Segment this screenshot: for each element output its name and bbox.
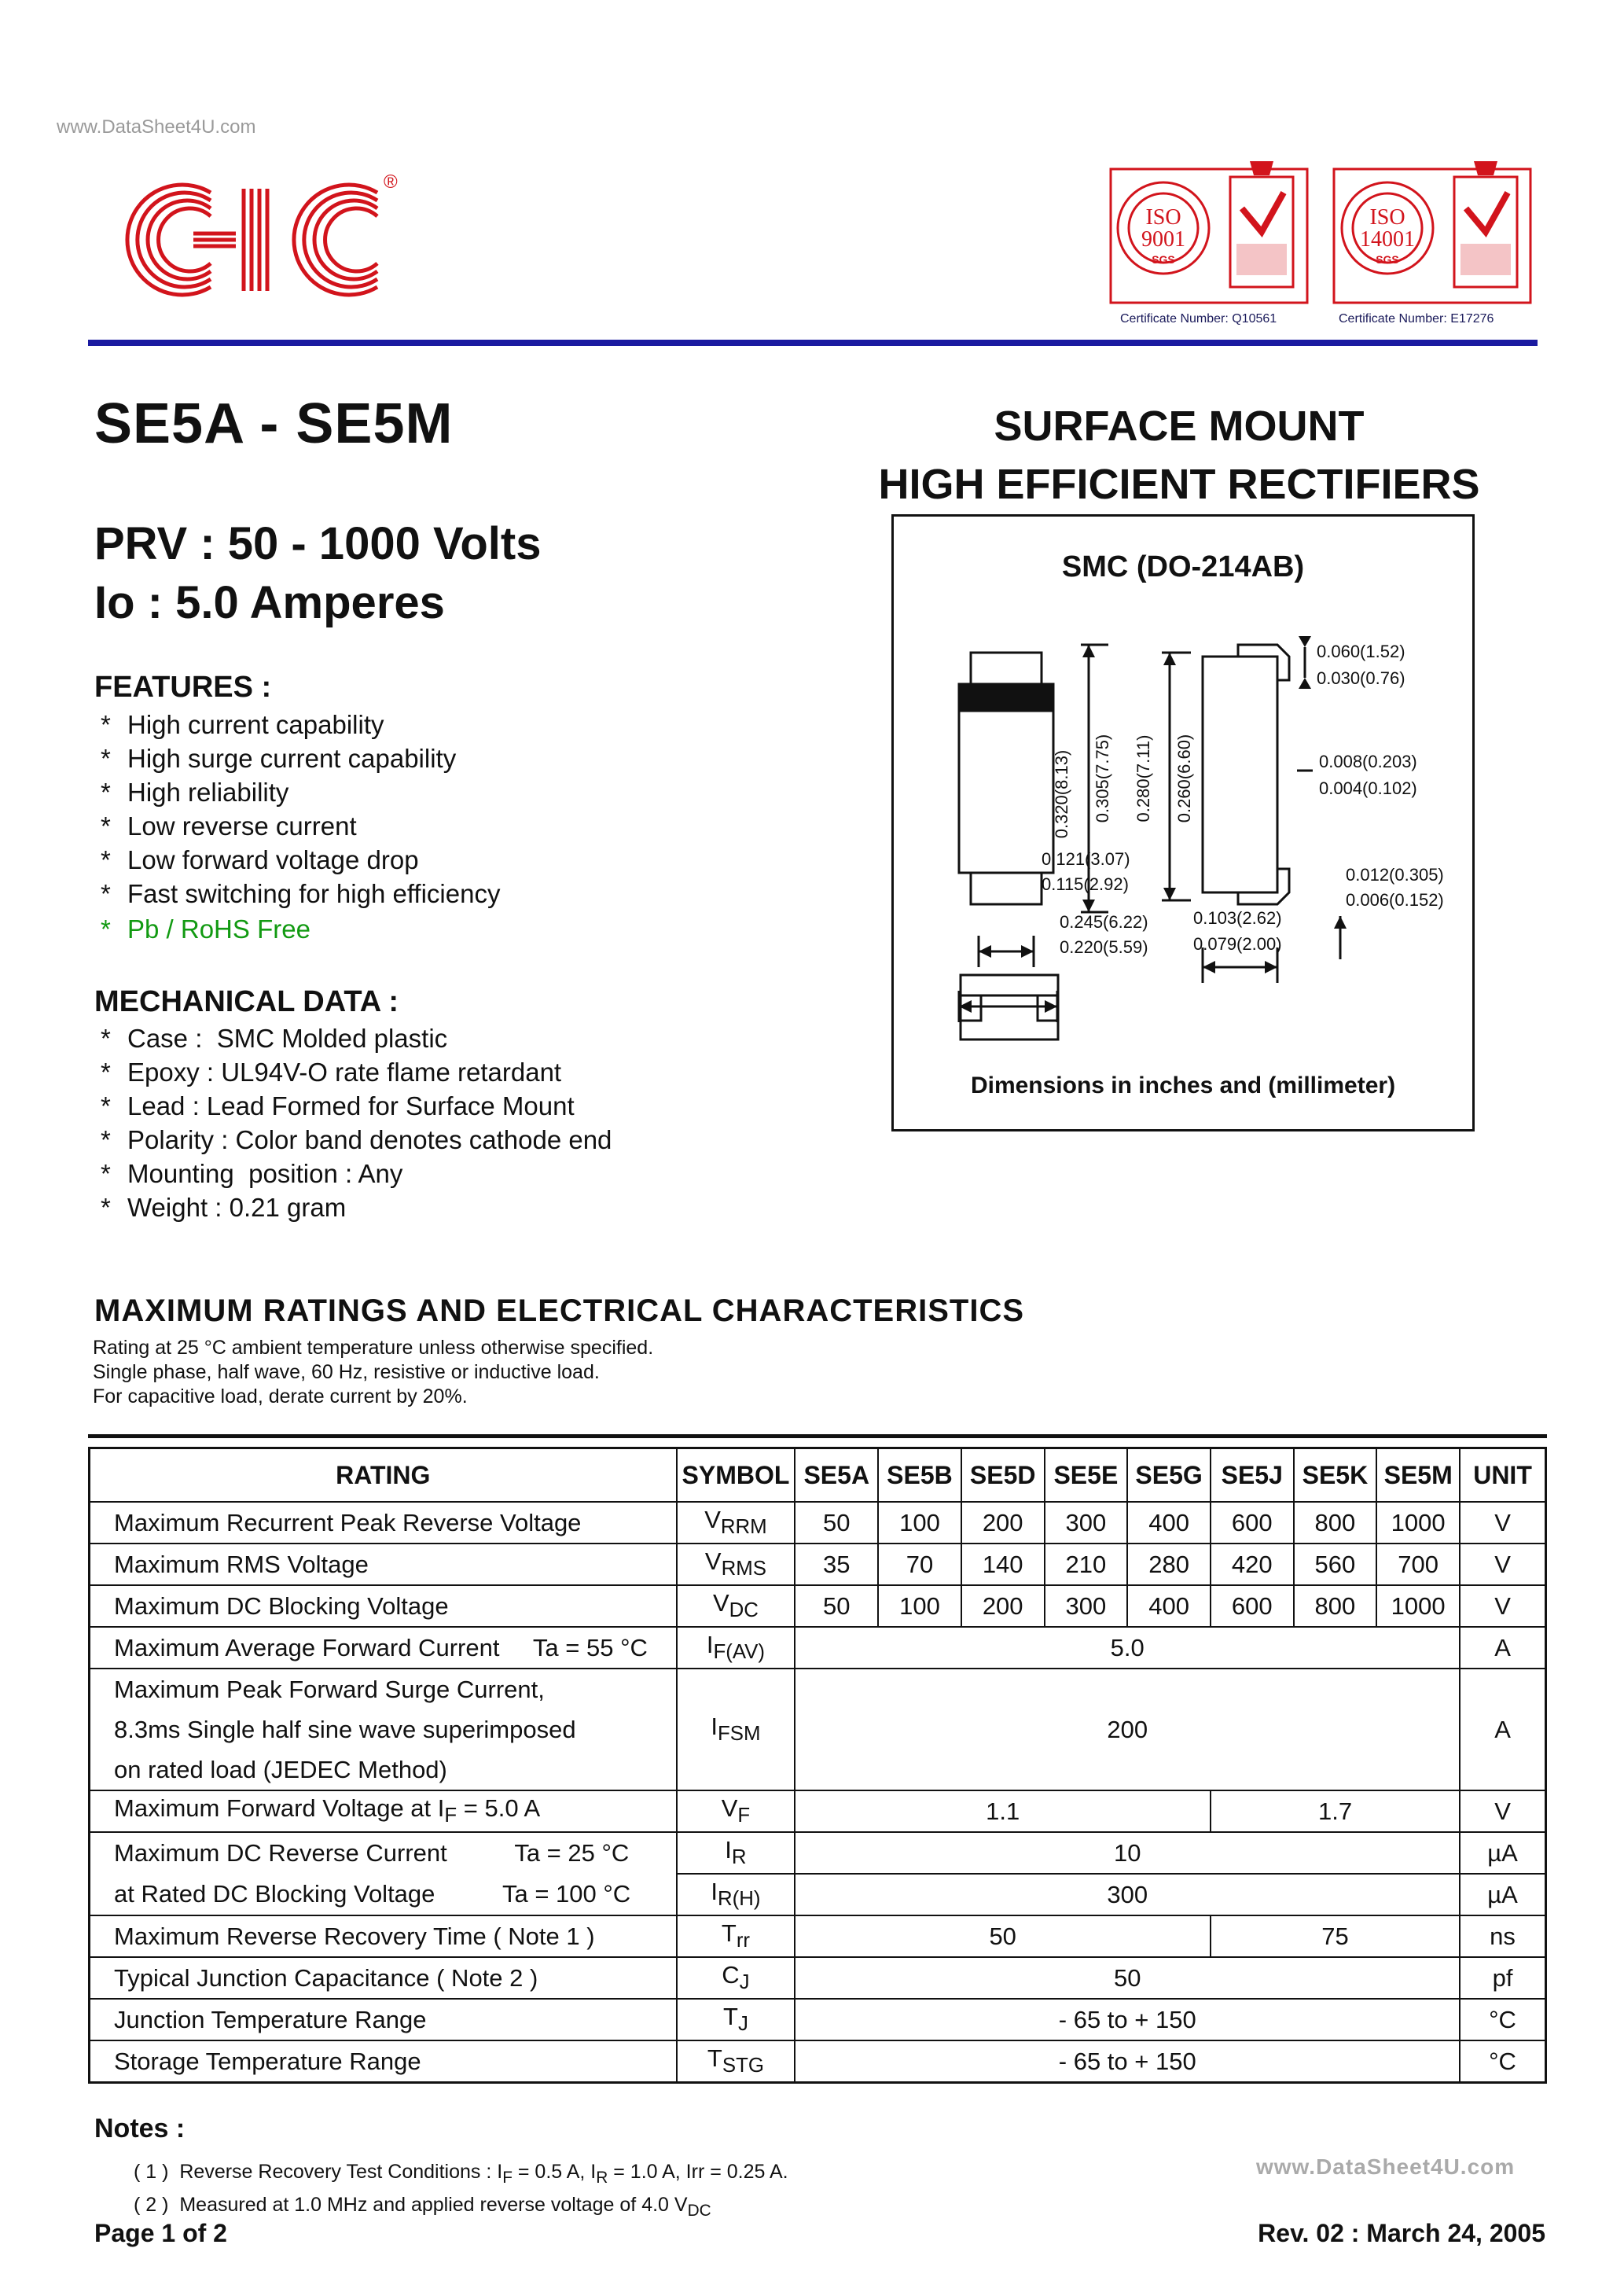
row-label: Maximum Recurrent Peak Reverse Voltage (90, 1502, 677, 1544)
svg-text:0.115(2.92): 0.115(2.92) (1042, 874, 1129, 894)
certification-badges (1104, 153, 1545, 334)
row-value: 700 (1376, 1544, 1460, 1585)
row-label: Maximum RMS Voltage (90, 1544, 677, 1585)
table-row (90, 1502, 1546, 1544)
feature-item: * High current capability (101, 710, 384, 739)
row-unit: V (1460, 1585, 1545, 1627)
svg-text:0.305(7.75): 0.305(7.75) (1093, 734, 1112, 823)
svg-text:14001: 14001 (1360, 227, 1415, 252)
mechanical-item: * Epoxy : UL94V-O rate flame retardant (101, 1058, 562, 1087)
svg-text:0.220(5.59): 0.220(5.59) (1060, 937, 1148, 957)
header-part: SE5D (961, 1448, 1045, 1503)
row-value: 600 (1211, 1502, 1294, 1544)
table-row: Maximum Peak Forward Surge Current, 8.3ms Single half sine wave superimposed on rated load (JEDEC Method) $I_{FSM}$ 200 A (90, 1669, 1546, 1790)
table-row: Maximum Forward Voltage at $I_F = 5.0$ A $V_F$ 1.1 1.7 V (90, 1790, 1546, 1832)
header-part: SE5B (878, 1448, 961, 1503)
cert-number-9001: Certificate Number: Q10561 (1120, 312, 1277, 326)
product-subtitle (818, 397, 1541, 513)
watermark-bottom: www.DataSheet4U.com (1256, 2154, 1516, 2179)
row-value: 1000 (1376, 1502, 1460, 1544)
table-row: at Rated DC Blocking Voltage Ta = 100 °C $I_{R(H)}$ 300 µA (90, 1874, 1546, 1915)
row-value: 50 (795, 1502, 878, 1544)
row-unit: V (1460, 1544, 1545, 1585)
row-value: 600 (1211, 1585, 1294, 1627)
row-label: Maximum DC Blocking Voltage (90, 1585, 677, 1627)
row-symbol: $V_{RMS}$ (677, 1544, 795, 1585)
row-value: 400 (1127, 1502, 1211, 1544)
row-value: 400 (1127, 1585, 1211, 1627)
row-symbol: $V_{RRM}$ (677, 1502, 795, 1544)
row-value: 100 (878, 1502, 961, 1544)
svg-text:0.006(0.152): 0.006(0.152) (1346, 890, 1444, 910)
subtitle-line-2: HIGH EFFICIENT RECTIFIERS (878, 461, 1480, 508)
svg-text:0.280(7.11): 0.280(7.11) (1133, 734, 1153, 822)
feature-item: * Low reverse current (101, 811, 357, 841)
notes-heading: Notes : (94, 2114, 186, 2143)
iso-9001-label: ISO (1145, 205, 1181, 230)
cathode-band (959, 684, 1053, 711)
feature-item-rohs: * Pb / RoHS Free (101, 914, 310, 944)
ratings-heading: MAXIMUM RATINGS AND ELECTRICAL CHARACTERISTICS (94, 1293, 1025, 1328)
row-value: 35 (795, 1544, 878, 1585)
svg-text:0.060(1.52): 0.060(1.52) (1317, 642, 1405, 661)
dimension-labels (1042, 642, 1444, 957)
note-1: ( 1 ) Reverse Recovery Test Conditions : $I_F = 0.5$ A, $I_R = 1.0$ A, Irr = 0.25 A. (134, 2161, 788, 2187)
header-unit: UNIT (1460, 1448, 1545, 1503)
mechanical-item: * Case : SMC Molded plastic (101, 1024, 448, 1053)
mechanical-item: * Lead : Lead Formed for Surface Mount (101, 1091, 575, 1120)
dimensions-note: Dimensions in inches and (millimeter) (970, 1073, 1396, 1098)
row-value: 210 (1045, 1544, 1128, 1585)
header-symbol: SYMBOL (677, 1448, 795, 1503)
eic-logo (118, 169, 401, 307)
iso-14001-label: ISO (1369, 205, 1405, 230)
feature-item: * Fast switching for high efficiency (101, 879, 501, 908)
svg-text:9001: 9001 (1141, 227, 1185, 252)
svg-text:0.103(2.62): 0.103(2.62) (1193, 908, 1282, 928)
table-row: Storage Temperature Range $T_{STG}$ - 65 to + 150 °C (90, 2040, 1546, 2083)
svg-text:0.121(3.07): 0.121(3.07) (1042, 849, 1130, 869)
svg-text:0.008(0.203): 0.008(0.203) (1319, 752, 1417, 771)
ratings-table (88, 1447, 1547, 2084)
table-row: Junction Temperature Range $T_J$ - 65 to + 150 °C (90, 1999, 1546, 2040)
row-value: 420 (1211, 1544, 1294, 1585)
row-value: 280 (1127, 1544, 1211, 1585)
table-row: Maximum Average Forward Current Ta = 55 °C $I_{F(AV)}$ 5.0 A (90, 1627, 1546, 1669)
registered-mark: ® (384, 171, 398, 193)
header-part: SE5J (1211, 1448, 1294, 1503)
svg-text:0.004(0.102): 0.004(0.102) (1319, 778, 1417, 798)
top-view-body (959, 684, 1053, 873)
table-row: Maximum DC Reverse Current Ta = 25 °C $I_R$ 10 µA (90, 1832, 1546, 1874)
svg-text:0.079(2.00): 0.079(2.00) (1193, 934, 1282, 954)
mechanical-item: * Mounting position : Any (101, 1159, 403, 1188)
svg-text:0.245(6.22): 0.245(6.22) (1060, 912, 1148, 932)
rating-condition: For capacitive load, derate current by 20%. (93, 1385, 468, 1407)
iso-badges-graphic (1104, 153, 1545, 334)
table-row: Maximum Reverse Recovery Time ( Note 1 ) $T_{rr}$ 50 75 ns (90, 1915, 1546, 1957)
subtitle-line-1: SURFACE MOUNT (994, 403, 1365, 450)
prv-spec: PRV : 50 - 1000 Volts (94, 518, 542, 569)
table-top-rule (88, 1434, 1547, 1438)
features-heading: FEATURES : (94, 671, 272, 704)
side-view-body (1203, 657, 1277, 892)
row-value: 300 (1045, 1585, 1128, 1627)
revision-date: Rev. 02 : March 24, 2005 (1258, 2219, 1545, 2247)
svg-text:SGS: SGS (1152, 253, 1175, 266)
table-row (90, 1585, 1546, 1627)
header-part: SE5A (795, 1448, 878, 1503)
header-part: SE5E (1045, 1448, 1128, 1503)
row-value: 300 (1045, 1502, 1128, 1544)
part-number-title: SE5A - SE5M (94, 392, 454, 455)
watermark-top: www.DataSheet4U.com (57, 116, 256, 138)
row-unit: V (1460, 1502, 1545, 1544)
package-title: SMC (DO-214AB) (1061, 550, 1305, 583)
rating-condition: Single phase, half wave, 60 Hz, resistive or inductive load. (93, 1361, 600, 1383)
feature-item: * High reliability (101, 778, 289, 807)
header-part: SE5K (1294, 1448, 1377, 1503)
mechanical-item: * Polarity : Color band denotes cathode end (101, 1125, 612, 1154)
page-number: Page 1 of 2 (94, 2219, 227, 2247)
row-value: 50 (795, 1585, 878, 1627)
mechanical-item: * Weight : 0.21 gram (101, 1193, 347, 1222)
svg-text:0.012(0.305): 0.012(0.305) (1346, 865, 1444, 885)
svg-text:0.030(0.76): 0.030(0.76) (1317, 668, 1405, 688)
table-header-row (90, 1448, 1546, 1503)
row-value: 200 (961, 1585, 1045, 1627)
row-value: 560 (1294, 1544, 1377, 1585)
svg-text:SGS: SGS (1376, 253, 1399, 266)
row-value: 800 (1294, 1585, 1377, 1627)
row-value: 100 (878, 1585, 961, 1627)
table-row: Typical Junction Capacitance ( Note 2 ) $C_J$ 50 pf (90, 1957, 1546, 1999)
cert-number-14001: Certificate Number: E17276 (1339, 312, 1494, 326)
row-value: 1000 (1376, 1585, 1460, 1627)
mechanical-heading: MECHANICAL DATA : (94, 985, 399, 1018)
row-value: 140 (961, 1544, 1045, 1585)
row-value: 70 (878, 1544, 961, 1585)
header-part: SE5G (1127, 1448, 1211, 1503)
feature-item: * Low forward voltage drop (101, 845, 419, 874)
row-symbol: $V_{DC}$ (677, 1585, 795, 1627)
svg-text:0.320(8.13): 0.320(8.13) (1052, 749, 1071, 839)
row-value: 200 (961, 1502, 1045, 1544)
table-row (90, 1544, 1546, 1585)
header-rating: RATING (90, 1448, 677, 1503)
svg-text:0.260(6.60): 0.260(6.60) (1174, 734, 1194, 823)
io-spec: Io : 5.0 Amperes (94, 577, 445, 628)
bottom-view-drawing (959, 973, 1061, 1043)
feature-item: * High surge current capability (101, 744, 457, 773)
header-part: SE5M (1376, 1448, 1460, 1503)
rating-condition: Rating at 25 °C ambient temperature unless otherwise specified. (93, 1337, 654, 1359)
header-rule (88, 340, 1538, 346)
row-value: 800 (1294, 1502, 1377, 1544)
note-2: ( 2 ) Measured at 1.0 MHz and applied reverse voltage of 4.0 $V_{DC}$ (134, 2194, 711, 2220)
